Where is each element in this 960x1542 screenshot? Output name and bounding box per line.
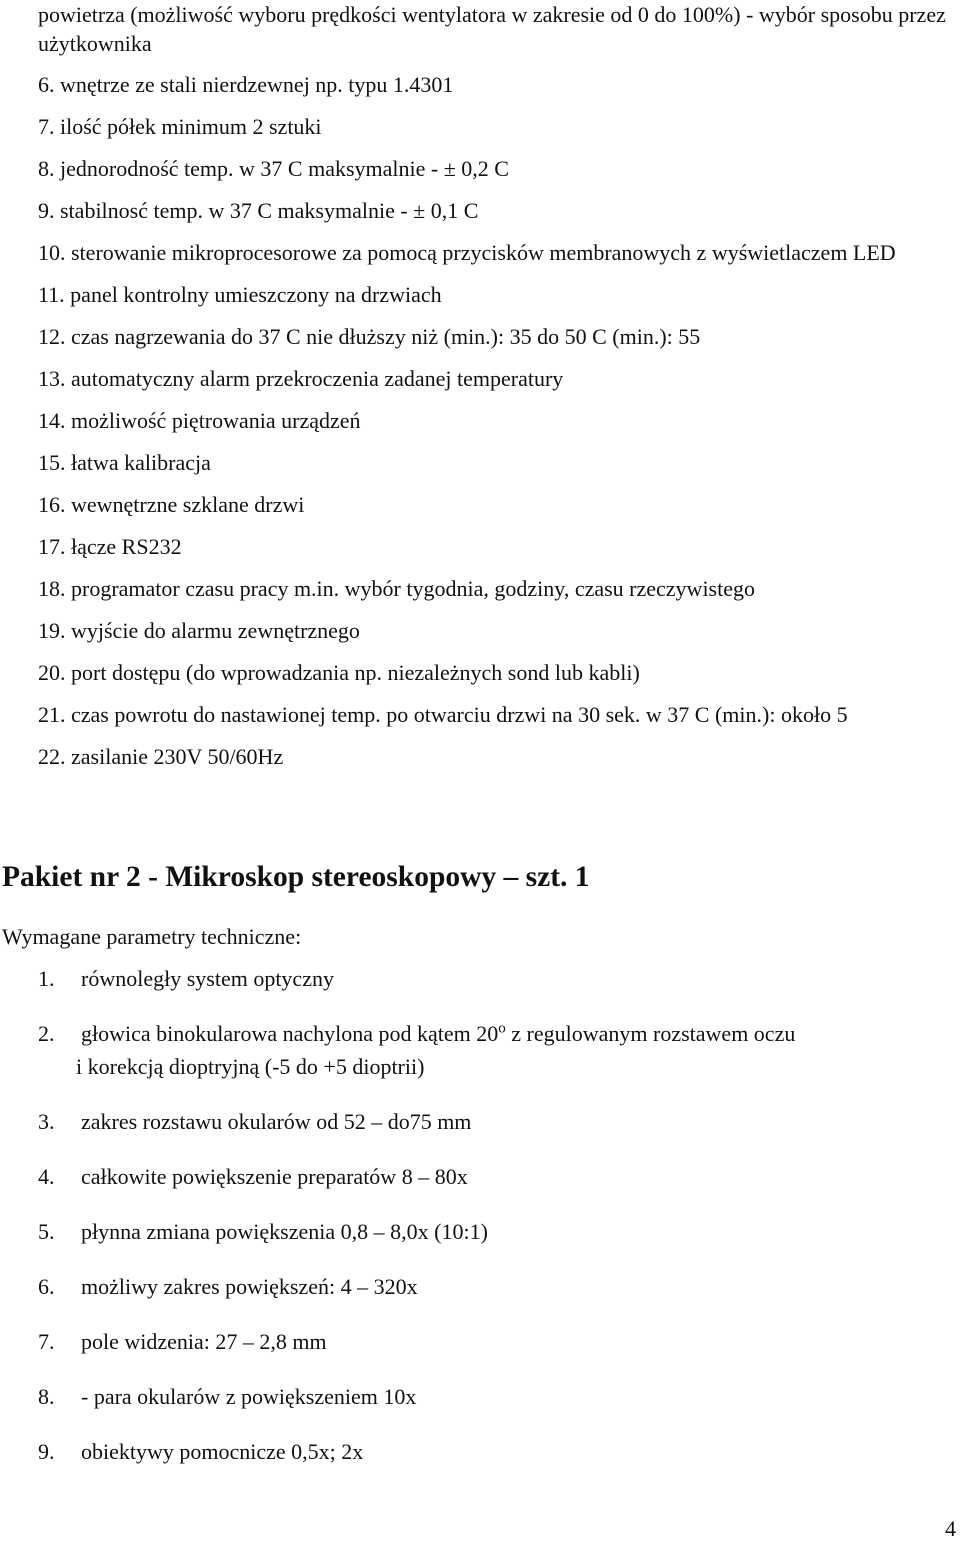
item-number: 7. bbox=[38, 1329, 55, 1354]
item-text: - para okularów z powiększeniem 10x bbox=[81, 1384, 417, 1409]
list-item: 18. programator czasu pracy m.in. wybór tygodnia, godziny, czasu rzeczywistego bbox=[38, 576, 755, 601]
list-item: 15. łatwa kalibracja bbox=[38, 450, 211, 475]
item-number: 5. bbox=[38, 1219, 55, 1244]
list-item: 22. zasilanie 230V 50/60Hz bbox=[38, 744, 284, 769]
item-text: głowica binokularowa nachylona pod kątem 20 bbox=[81, 1021, 499, 1046]
page-number: 4 bbox=[945, 1516, 956, 1541]
list-item: 19. wyjście do alarmu zewnętrznego bbox=[38, 618, 360, 643]
list-item: 8. jednorodność temp. w 37 C maksymalnie - ± 0,2 C bbox=[38, 156, 509, 181]
list-item: 13. automatyczny alarm przekroczenia zadanej temperatury bbox=[38, 366, 564, 391]
list-item: 16. wewnętrzne szklane drzwi bbox=[38, 492, 305, 517]
parameter-item-2-continuation: i korekcją dioptryjną (-5 do +5 dioptrii) bbox=[76, 1054, 425, 1079]
parameter-item-3 bbox=[38, 1107, 471, 1137]
parameter-item-5 bbox=[38, 1217, 488, 1247]
list-item: 9. stabilnosć temp. w 37 C maksymalnie - ± 0,1 C bbox=[38, 198, 479, 223]
section-title: Pakiet nr 2 - Mikroskop stereoskopowy – szt. 1 bbox=[2, 861, 590, 893]
item-text-after: z regulowanym rozstawem oczu bbox=[505, 1021, 796, 1046]
degree-superscript: o bbox=[498, 1020, 506, 1037]
requirements-list-continued bbox=[38, 0, 948, 771]
item-text: równoległy system optyczny bbox=[81, 966, 334, 991]
item-number: 4. bbox=[38, 1164, 55, 1189]
list-item: 17. łącze RS232 bbox=[38, 534, 182, 559]
section-subtitle: Wymagane parametry techniczne: bbox=[2, 924, 302, 949]
parameter-item-2 bbox=[38, 1019, 795, 1049]
list-item: 10. sterowanie mikroprocesorowe za pomocą przycisków membranowych z wyświetlaczem LED bbox=[38, 240, 896, 265]
list-item-continuation: powietrza (możliwość wyboru prędkości wentylatora w zakresie od 0 do 100%) - wybór sposobu przez użytkownika bbox=[38, 2, 946, 56]
item-number: 1. bbox=[38, 966, 55, 991]
item-number: 2. bbox=[38, 1021, 55, 1046]
parameter-item-7 bbox=[38, 1327, 327, 1357]
parameter-item-1 bbox=[38, 964, 334, 994]
list-item: 21. czas powrotu do nastawionej temp. po otwarciu drzwi na 30 sek. w 37 C (min.): około 5 bbox=[38, 702, 848, 727]
item-number: 6. bbox=[38, 1274, 55, 1299]
item-number: 8. bbox=[38, 1384, 55, 1409]
parameter-item-8 bbox=[38, 1382, 416, 1412]
list-item: 7. ilość półek minimum 2 sztuki bbox=[38, 114, 322, 139]
item-text: pole widzenia: 27 – 2,8 mm bbox=[81, 1329, 327, 1354]
item-text: zakres rozstawu okularów od 52 – do75 mm bbox=[81, 1109, 472, 1134]
item-number: 9. bbox=[38, 1439, 55, 1464]
parameter-item-6 bbox=[38, 1272, 418, 1302]
item-text: całkowite powiększenie preparatów 8 – 80x bbox=[81, 1164, 468, 1189]
list-item: 6. wnętrze ze stali nierdzewnej np. typu 1.4301 bbox=[38, 72, 454, 97]
parameter-item-9 bbox=[38, 1437, 363, 1467]
item-text: możliwy zakres powiększeń: 4 – 320x bbox=[81, 1274, 418, 1299]
item-number: 3. bbox=[38, 1109, 55, 1134]
list-item: 20. port dostępu (do wprowadzania np. niezależnych sond lub kabli) bbox=[38, 660, 640, 685]
item-text: płynna zmiana powiększenia 0,8 – 8,0x (10:1) bbox=[81, 1219, 488, 1244]
list-item: 12. czas nagrzewania do 37 C nie dłuższy niż (min.): 35 do 50 C (min.): 55 bbox=[38, 324, 701, 349]
parameter-item-4 bbox=[38, 1162, 468, 1192]
list-item: 11. panel kontrolny umieszczony na drzwiach bbox=[38, 282, 442, 307]
list-item: 14. możliwość piętrowania urządzeń bbox=[38, 408, 361, 433]
item-text: obiektywy pomocnicze 0,5x; 2x bbox=[81, 1439, 364, 1464]
